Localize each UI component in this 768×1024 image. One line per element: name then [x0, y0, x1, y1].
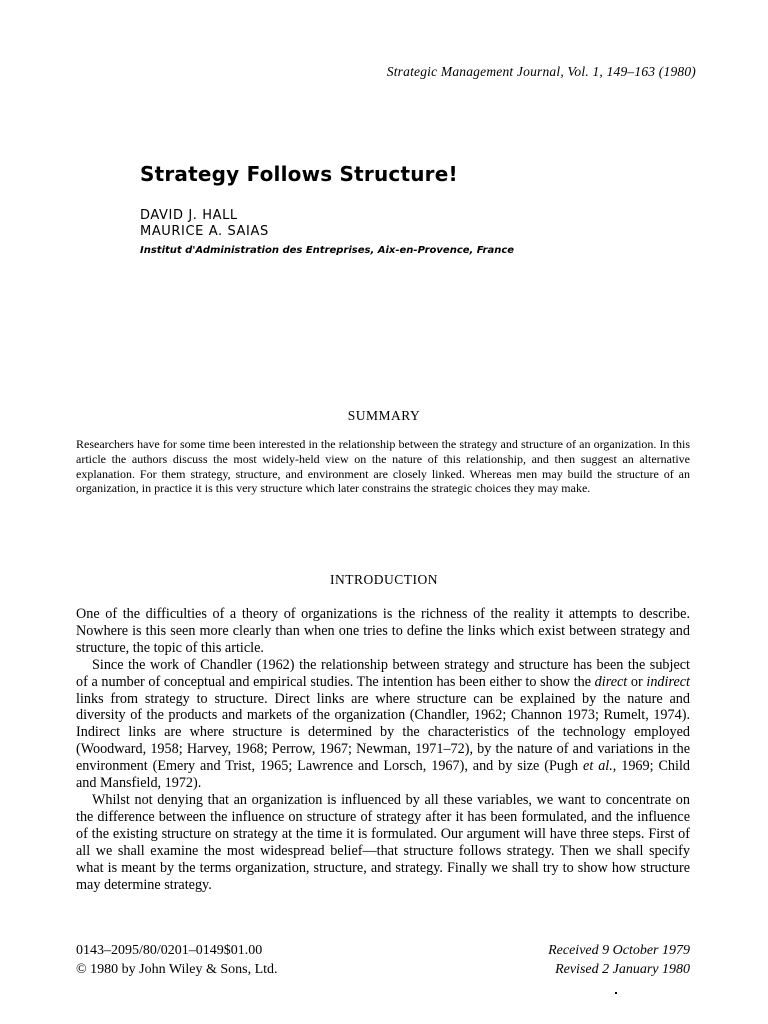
intro-p2-emphasis-indirect: indirect	[646, 673, 690, 690]
intro-p2-emphasis-direct: direct	[594, 673, 628, 690]
journal-citation: Strategic Management Journal, Vol. 1, 149–163 (1980)	[386, 64, 696, 79]
summary-text: Researchers have for some time been interested in the relationship between the strategy and structure of an organization. In this article the authors discuss the most widely-held view on the nature of this relationship, and then suggest an alternative explanation. For them strategy, structure, and environment are closely linked. Whereas men may build the structure of an organization, in practice it is this very structure which later constrains the strategic choices they may make.	[76, 437, 690, 496]
intro-p2-text-end: , 1969; Child and Mansfield, 1972).	[76, 758, 690, 792]
footer-publication-info	[76, 941, 278, 979]
introduction-heading: INTRODUCTION	[330, 572, 438, 587]
intro-p2-text-start: Since the work of Chandler (1962) the relationship between strategy and structure has been the subject of a number of conceptual and empirical studies. The intention has been either to show the	[76, 656, 690, 690]
footer-dates	[548, 941, 690, 979]
copyright-notice: © 1980 by John Wiley & Sons, Ltd.	[76, 962, 278, 977]
intro-paragraph-2	[76, 657, 690, 792]
introduction-body	[76, 606, 690, 893]
article-title: Strategy Follows Structure!	[140, 162, 458, 186]
intro-p2-text-middle: links from strategy to structure. Direct links are where structure can be explained by the nature and diversity of the products and markets of the organization (Chandler, 1962; Channon 1973; Rumelt, 1974). Indirect links are where structure is determined by the characteristics of the technology employed (Woodward, 1958; Harvey, 1968; Perrow, 1967; Newman, 1971–72), by the nature of and variations in the environment (Emery and Trist, 1965; Lawrence and Lorsch, 1967), and by size (Pugh	[76, 690, 690, 775]
received-date: Received 9 October 1979	[548, 943, 690, 958]
summary-heading: SUMMARY	[347, 408, 421, 423]
stray-dot	[615, 992, 617, 994]
author-2: MAURICE A. SAIAS	[140, 224, 269, 239]
intro-paragraph-1: One of the difficulties of a theory of organizations is the richness of the reality it attempts to describe. Nowhere is this seen more clearly than when one tries to define the links which exist between strategy and structure, the topic of this article.	[76, 606, 690, 656]
intro-paragraph-3: Whilst not denying that an organization is influenced by all these variables, we want to concentrate on the difference between the influence on structure of strategy after it has been formulated, and the influence of the existing structure on strategy at the time it is formulated. Our argument will have three steps. First of all we shall examine the most widespread belief—that structure follows strategy. Then we shall specify what is meant by the terms organization, structure, and strategy. Finally we shall try to show how structure may determine strategy.	[76, 791, 690, 893]
intro-p2-text-or: or	[627, 673, 647, 690]
author-affiliation: Institut d'Administration des Entreprises, Aix-en-Provence, France	[140, 245, 515, 256]
issn-price-code: 0143–2095/80/0201–0149$01.00	[76, 943, 263, 958]
intro-p2-emphasis-etal: et al.	[583, 758, 613, 775]
revised-date: Revised 2 January 1980	[555, 962, 690, 977]
author-1: DAVID J. HALL	[140, 208, 238, 223]
